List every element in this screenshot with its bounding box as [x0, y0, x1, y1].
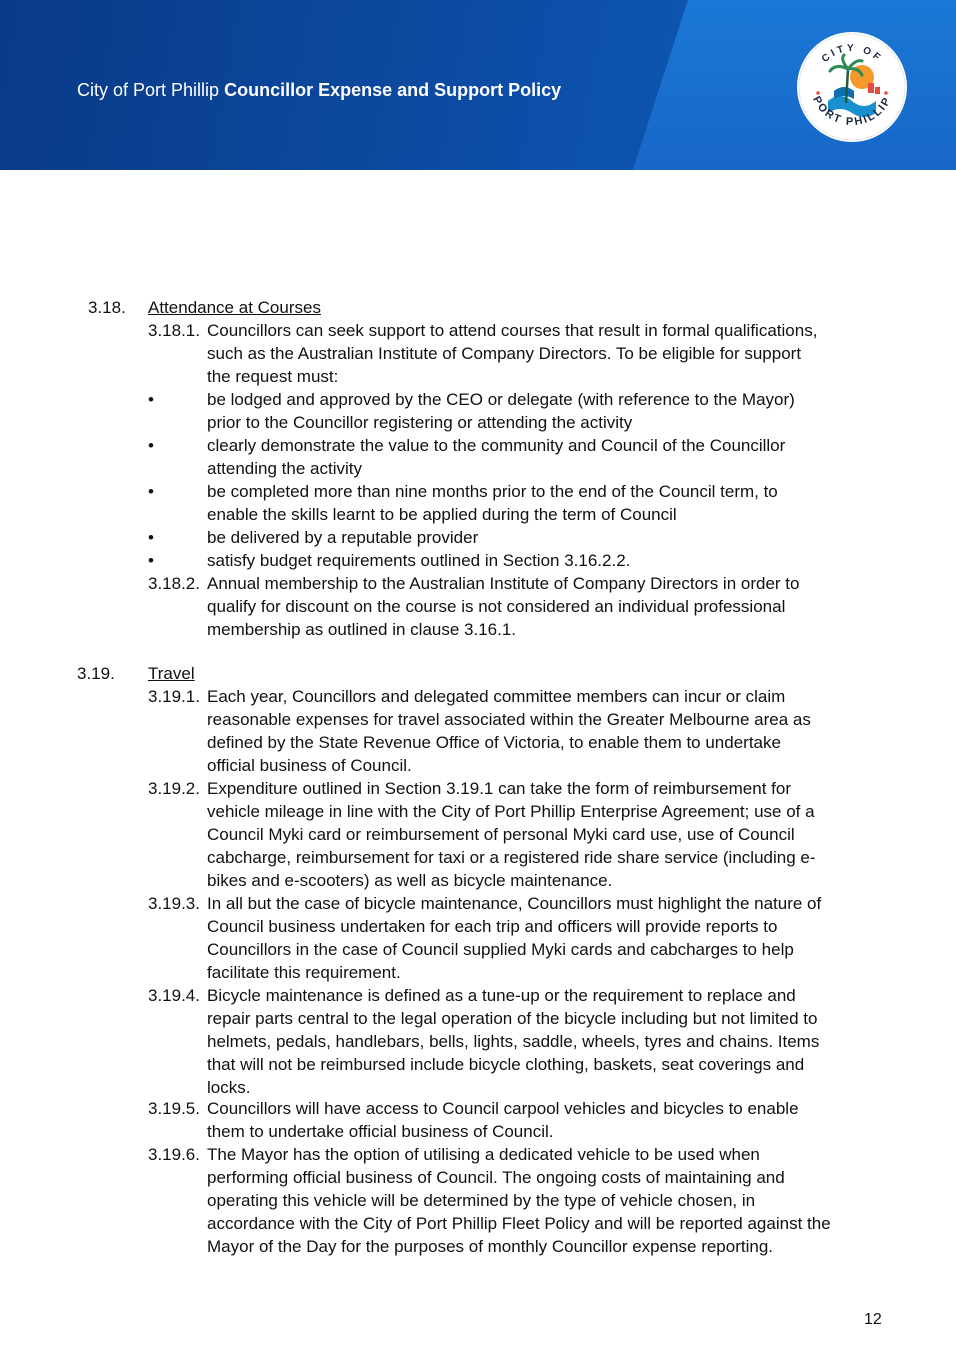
clause-number: 3.19.4.	[148, 986, 200, 1005]
clause-line: repair parts central to the legal operation of the bicycle including but not limited to	[207, 1009, 818, 1028]
clause-line: helmets, pedals, handlebars, bells, lights, saddle, wheels, tyres and chains. Items	[207, 1032, 820, 1051]
clause-line: In all but the case of bicycle maintenance, Councillors must highlight the nature of	[207, 894, 822, 913]
clause-line: vehicle mileage in line with the City of Port Phillip Enterprise Agreement; use of a	[207, 802, 815, 821]
clause-line: operating this vehicle will be determined by the type of vehicle chosen, in	[207, 1191, 756, 1210]
clause-line: Expenditure outlined in Section 3.19.1 can take the form of reimbursement for	[207, 779, 791, 798]
clause-line: Councillors can seek support to attend courses that result in formal qualifications,	[207, 321, 818, 340]
bullet-marker: •	[148, 482, 154, 501]
clause-line: performing official business of Council. The ongoing costs of maintaining and	[207, 1168, 785, 1187]
bullet-line: be completed more than nine months prior to the end of the Council term, to	[207, 482, 778, 501]
clause-line: Mayor of the Day for the purposes of monthly Councillor expense reporting.	[207, 1237, 774, 1256]
bullet-marker: •	[148, 551, 154, 570]
section-title: Travel	[148, 664, 195, 683]
section-number: 3.19.	[77, 664, 115, 683]
bullet-marker: •	[148, 528, 154, 547]
clause-line: official business of Council.	[207, 756, 412, 775]
clause-line: facilitate this requirement.	[207, 963, 401, 982]
section-title: Attendance at Courses	[148, 298, 321, 317]
clause-line: Bicycle maintenance is defined as a tune-up or the requirement to replace and	[207, 986, 796, 1005]
bullet-line: be lodged and approved by the CEO or delegate (with reference to the Mayor)	[207, 390, 795, 409]
bullet-line: clearly demonstrate the value to the community and Council of the Councillor	[207, 436, 786, 455]
clause-line: The Mayor has the option of utilising a dedicated vehicle to be used when	[207, 1145, 760, 1164]
clause-line: cabcharge, reimbursement for taxi or a registered ride share service (including e-	[207, 848, 816, 867]
section-number: 3.18.	[88, 298, 126, 317]
clause-number: 3.19.2.	[148, 779, 200, 798]
logo-text-top: CITY OF	[819, 42, 885, 65]
clause-number: 3.18.2.	[148, 574, 200, 593]
clause-number: 3.19.3.	[148, 894, 200, 913]
clause-line: qualify for discount on the course is not considered an individual professional	[207, 597, 786, 616]
bullet-line: be delivered by a reputable provider	[207, 528, 479, 547]
clause-line: Councillors will have access to Council carpool vehicles and bicycles to enable	[207, 1099, 799, 1118]
clause-line: Councillors in the case of Council supplied Myki cards and cabcharges to help	[207, 940, 794, 959]
clause-line: Council Myki card or reimbursement of personal Myki card use, use of Council	[207, 825, 795, 844]
city-of-port-phillip-logo	[796, 31, 908, 143]
clause-line: Each year, Councillors and delegated committee members can incur or claim	[207, 687, 786, 706]
bullet-line: enable the skills learnt to be applied during the term of Council	[207, 505, 677, 524]
clause-line: such as the Australian Institute of Company Directors. To be eligible for support	[207, 344, 802, 363]
clause-line: Council business undertaken for each trip and officers will provide reports to	[207, 917, 778, 936]
clause-line: accordance with the City of Port Phillip Fleet Policy and will be reported against the	[207, 1214, 831, 1233]
clause-number: 3.19.5.	[148, 1099, 200, 1118]
bullet-line: attending the activity	[207, 459, 362, 478]
logo-text-bottom: PORT PHILLIP	[810, 94, 894, 129]
title-prefix: City of Port Phillip	[77, 80, 220, 100]
clause-line: that will not be reimbursed include bicycle clothing, baskets, seat coverings and	[207, 1055, 805, 1074]
clause-line: bikes and e-scooters) as well as bicycle maintenance.	[207, 871, 613, 890]
clause-line: Annual membership to the Australian Institute of Company Directors in order to	[207, 574, 800, 593]
bullet-line: prior to the Councillor registering or attending the activity	[207, 413, 633, 432]
clause-line: the request must:	[207, 367, 339, 386]
clause-line: defined by the State Revenue Office of Victoria, to enable them to undertake	[207, 733, 781, 752]
header-banner	[0, 0, 956, 170]
clause-line: membership as outlined in clause 3.16.1.	[207, 620, 517, 639]
clause-line: them to undertake official business of Council.	[207, 1122, 554, 1141]
clause-number: 3.19.1.	[148, 687, 200, 706]
clause-line: reasonable expenses for travel associated within the Greater Melbourne area as	[207, 710, 811, 729]
bullet-marker: •	[148, 390, 154, 409]
clause-number: 3.18.1.	[148, 321, 200, 340]
bullet-marker: •	[148, 436, 154, 455]
title-bold: Councillor Expense and Support Policy	[224, 80, 562, 100]
clause-line: locks.	[207, 1078, 251, 1097]
clause-number: 3.19.6.	[148, 1145, 200, 1164]
page-number: 12	[864, 1311, 882, 1328]
document-title	[77, 80, 561, 101]
bullet-line: satisfy budget requirements outlined in Section 3.16.2.2.	[207, 551, 631, 570]
